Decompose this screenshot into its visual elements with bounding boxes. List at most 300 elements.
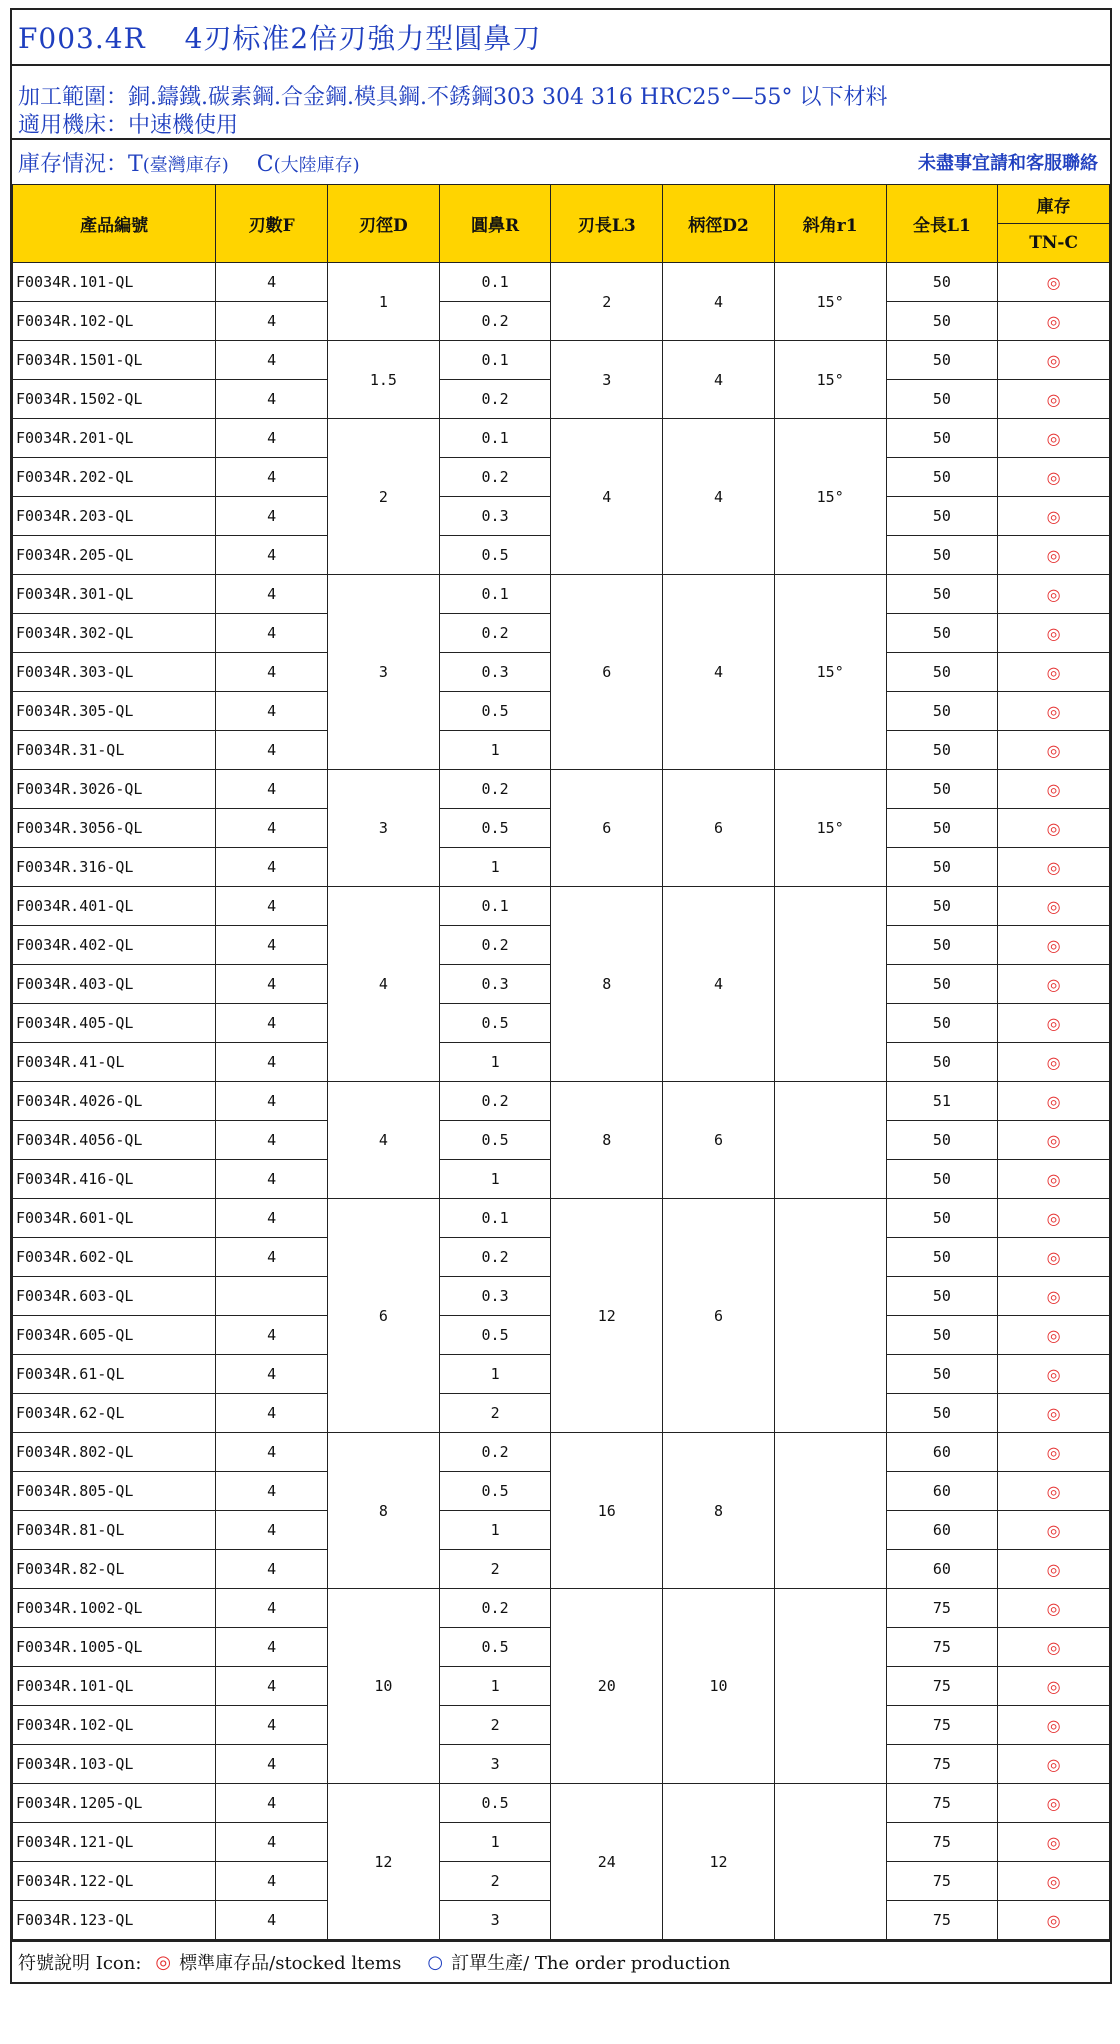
corner-radius: 0.2 [439, 614, 551, 653]
stock-mark-icon: ◎ [998, 809, 1110, 848]
table-row [13, 341, 1110, 380]
flute-count: 4 [216, 848, 328, 887]
overall-length: 60 [886, 1550, 998, 1589]
overall-length: 60 [886, 1511, 998, 1550]
flute-count: 4 [216, 1238, 328, 1277]
stock-mark-icon: ◎ [998, 536, 1110, 575]
stock-t-desc: (臺灣庫存) [142, 154, 229, 176]
flute-count: 4 [216, 575, 328, 614]
product-code: F0034R.1002-QL [13, 1589, 216, 1628]
cutting-length: 20 [551, 1589, 663, 1784]
corner-radius: 2 [439, 1862, 551, 1901]
product-code: F0034R.62-QL [13, 1394, 216, 1433]
overall-length: 50 [886, 1238, 998, 1277]
stock-mark-icon: ◎ [998, 1199, 1110, 1238]
flute-count: 4 [216, 770, 328, 809]
order-mark-icon: ○ [427, 1951, 444, 1973]
stock-mark-icon: ◎ [998, 1628, 1110, 1667]
corner-radius: 0.5 [439, 1784, 551, 1823]
page-title: F003.4R 4刃标准2倍刃強力型圓鼻刀 [18, 22, 542, 55]
stock-mark-icon: ◎ [998, 1277, 1110, 1316]
cutting-diameter: 1.5 [328, 341, 440, 419]
stock-mark-icon: ◎ [998, 1667, 1110, 1706]
flute-count: 4 [216, 1082, 328, 1121]
overall-length: 50 [886, 731, 998, 770]
legend-order-text: 訂單生產/ The order production [451, 1953, 731, 1974]
cutting-diameter: 4 [328, 887, 440, 1082]
product-code: F0034R.403-QL [13, 965, 216, 1004]
stock-mark-icon: ◎ [998, 1589, 1110, 1628]
product-code: F0034R.302-QL [13, 614, 216, 653]
product-code: F0034R.316-QL [13, 848, 216, 887]
corner-radius: 1 [439, 1823, 551, 1862]
applicable-machine: 適用機床：中速機使用 [18, 113, 239, 138]
legend-label: 符號說明 Icon: [18, 1953, 142, 1974]
overall-length: 50 [886, 497, 998, 536]
overall-length: 60 [886, 1472, 998, 1511]
overall-length: 50 [886, 302, 998, 341]
flute-count: 4 [216, 380, 328, 419]
helix-angle [774, 1082, 886, 1199]
shank-diameter: 8 [663, 1433, 775, 1589]
stock-mark-icon: ◎ [998, 458, 1110, 497]
stock-mark-icon: ◎ [998, 1355, 1110, 1394]
overall-length: 75 [886, 1667, 998, 1706]
stock-mark-icon: ◎ [998, 1160, 1110, 1199]
overall-length: 50 [886, 536, 998, 575]
stock-mark-icon: ◎ [998, 1082, 1110, 1121]
overall-length: 50 [886, 263, 998, 302]
overall-length: 50 [886, 575, 998, 614]
stock-mark-icon: ◎ [998, 965, 1110, 1004]
table-row [13, 770, 1110, 809]
product-code: F0034R.401-QL [13, 887, 216, 926]
overall-length: 50 [886, 653, 998, 692]
flute-count: 4 [216, 887, 328, 926]
product-code: F0034R.203-QL [13, 497, 216, 536]
cutting-length: 16 [551, 1433, 663, 1589]
flute-count: 4 [216, 1316, 328, 1355]
corner-radius: 0.5 [439, 692, 551, 731]
flute-count: 4 [216, 1433, 328, 1472]
overall-length: 75 [886, 1862, 998, 1901]
stock-mark-icon: ◎ [998, 497, 1110, 536]
corner-radius: 0.1 [439, 887, 551, 926]
overall-length: 50 [886, 770, 998, 809]
cutting-diameter: 12 [328, 1784, 440, 1940]
cutting-diameter: 2 [328, 419, 440, 575]
helix-angle [774, 887, 886, 1082]
table-row [13, 887, 1110, 926]
stock-c-code: C [256, 151, 274, 177]
corner-radius: 0.5 [439, 1004, 551, 1043]
overall-length: 75 [886, 1784, 998, 1823]
overall-length: 50 [886, 926, 998, 965]
overall-length: 50 [886, 1160, 998, 1199]
overall-length: 50 [886, 887, 998, 926]
corner-radius: 1 [439, 1355, 551, 1394]
stock-mark-icon: ◎ [998, 1862, 1110, 1901]
helix-angle [774, 1433, 886, 1589]
overall-length: 50 [886, 1277, 998, 1316]
flute-count: 4 [216, 1004, 328, 1043]
stock-mark-icon: ◎ [998, 1784, 1110, 1823]
cutting-diameter: 3 [328, 770, 440, 887]
overall-length: 50 [886, 1004, 998, 1043]
flute-count: 4 [216, 731, 328, 770]
header-code: 產品編號 [13, 185, 216, 263]
flute-count: 4 [216, 614, 328, 653]
overall-length: 50 [886, 848, 998, 887]
cutting-diameter: 8 [328, 1433, 440, 1589]
cutting-length: 6 [551, 575, 663, 770]
flute-count: 4 [216, 458, 328, 497]
flute-count: 4 [216, 1784, 328, 1823]
stock-mark-icon: ◎ [998, 848, 1110, 887]
corner-radius: 0.1 [439, 263, 551, 302]
overall-length: 50 [886, 614, 998, 653]
product-code: F0034R.121-QL [13, 1823, 216, 1862]
corner-radius: 3 [439, 1745, 551, 1784]
flute-count: 4 [216, 1862, 328, 1901]
stock-mark-icon: ◎ [998, 887, 1110, 926]
overall-length: 50 [886, 1199, 998, 1238]
shank-diameter: 6 [663, 1199, 775, 1433]
product-code: F0034R.202-QL [13, 458, 216, 497]
flute-count: 4 [216, 1043, 328, 1082]
corner-radius: 0.5 [439, 1121, 551, 1160]
stock-mark-icon: ◎ [998, 1043, 1110, 1082]
corner-radius: 0.1 [439, 575, 551, 614]
product-code: F0034R.4056-QL [13, 1121, 216, 1160]
stock-mark-icon: ◎ [998, 380, 1110, 419]
flute-count: 4 [216, 1628, 328, 1667]
cutting-length: 24 [551, 1784, 663, 1940]
shank-diameter: 6 [663, 1082, 775, 1199]
product-code: F0034R.81-QL [13, 1511, 216, 1550]
cutting-length: 2 [551, 263, 663, 341]
product-code: F0034R.123-QL [13, 1901, 216, 1940]
stock-mark-icon: ◎ [998, 419, 1110, 458]
stock-mark-icon: ◎ [998, 1121, 1110, 1160]
overall-length: 75 [886, 1745, 998, 1784]
shank-diameter: 6 [663, 770, 775, 887]
product-code: F0034R.402-QL [13, 926, 216, 965]
stock-mark-icon: ◎ [998, 1238, 1110, 1277]
product-code: F0034R.102-QL [13, 1706, 216, 1745]
stock-mark-icon: ◎ [998, 1004, 1110, 1043]
flute-count: 4 [216, 1160, 328, 1199]
flute-count: 4 [216, 341, 328, 380]
stock-mark-icon: ◎ [998, 263, 1110, 302]
shank-diameter: 4 [663, 419, 775, 575]
helix-angle: 15° [774, 575, 886, 770]
product-code: F0034R.805-QL [13, 1472, 216, 1511]
product-code: F0034R.1501-QL [13, 341, 216, 380]
flute-count: 4 [216, 1589, 328, 1628]
cutting-diameter: 4 [328, 1082, 440, 1199]
corner-radius: 0.5 [439, 1316, 551, 1355]
stock-mark-icon: ◎ [998, 1511, 1110, 1550]
header-radius: 圓鼻R [439, 185, 551, 263]
product-code: F0034R.61-QL [13, 1355, 216, 1394]
corner-radius: 0.5 [439, 1472, 551, 1511]
helix-angle: 15° [774, 770, 886, 887]
table-row [13, 1589, 1110, 1628]
cutting-diameter: 3 [328, 575, 440, 770]
corner-radius: 0.1 [439, 419, 551, 458]
header-shank: 柄徑D2 [663, 185, 775, 263]
overall-length: 75 [886, 1628, 998, 1667]
product-code: F0034R.31-QL [13, 731, 216, 770]
flute-count: 4 [216, 1472, 328, 1511]
flute-count: 4 [216, 1550, 328, 1589]
overall-length: 75 [886, 1706, 998, 1745]
corner-radius: 0.2 [439, 380, 551, 419]
flute-count: 4 [216, 653, 328, 692]
shank-diameter: 4 [663, 263, 775, 341]
flute-count: 4 [216, 1394, 328, 1433]
overall-length: 60 [886, 1433, 998, 1472]
corner-radius: 0.2 [439, 926, 551, 965]
product-code: F0034R.82-QL [13, 1550, 216, 1589]
corner-radius: 0.2 [439, 458, 551, 497]
stock-mark-icon: ◎ [998, 1550, 1110, 1589]
shank-diameter: 4 [663, 341, 775, 419]
corner-radius: 1 [439, 848, 551, 887]
table-row [13, 1199, 1110, 1238]
corner-radius: 0.2 [439, 1238, 551, 1277]
product-code: F0034R.603-QL [13, 1277, 216, 1316]
flute-count: 4 [216, 302, 328, 341]
corner-radius: 2 [439, 1706, 551, 1745]
stock-c-desc: (大陸庫存) [273, 154, 360, 176]
overall-length: 50 [886, 692, 998, 731]
product-code: F0034R.1005-QL [13, 1628, 216, 1667]
corner-radius: 0.3 [439, 965, 551, 1004]
stock-mark-icon: ◎ [998, 614, 1110, 653]
corner-radius: 0.3 [439, 653, 551, 692]
flute-count: 4 [216, 1823, 328, 1862]
cutting-length: 6 [551, 770, 663, 887]
stock-mark-icon: ◎ [998, 1745, 1110, 1784]
overall-length: 50 [886, 1316, 998, 1355]
overall-length: 50 [886, 1121, 998, 1160]
stock-mark-icon: ◎ [998, 926, 1110, 965]
flute-count: 4 [216, 1121, 328, 1160]
table-row [13, 1433, 1110, 1472]
flute-count: 4 [216, 692, 328, 731]
overall-length: 75 [886, 1901, 998, 1940]
helix-angle: 15° [774, 419, 886, 575]
flute-count: 4 [216, 419, 328, 458]
stock-mark-icon: ◎ [998, 1901, 1110, 1940]
product-code: F0034R.3056-QL [13, 809, 216, 848]
product-code: F0034R.205-QL [13, 536, 216, 575]
title-bar [12, 10, 1110, 66]
corner-radius: 1 [439, 1667, 551, 1706]
product-code: F0034R.3026-QL [13, 770, 216, 809]
corner-radius: 0.5 [439, 536, 551, 575]
stock-label: 庫存情況： [18, 151, 129, 177]
cutting-length: 12 [551, 1199, 663, 1433]
corner-radius: 0.2 [439, 1433, 551, 1472]
corner-radius: 0.5 [439, 809, 551, 848]
table-row [13, 1784, 1110, 1823]
stock-t-code: T [128, 151, 143, 177]
product-code: F0034R.1205-QL [13, 1784, 216, 1823]
flute-count: 4 [216, 1745, 328, 1784]
cutting-length: 3 [551, 341, 663, 419]
flute-count: 4 [216, 1706, 328, 1745]
stock-mark-icon: ◎ [998, 1316, 1110, 1355]
cutting-diameter: 1 [328, 263, 440, 341]
legend [12, 1940, 1110, 1982]
header-angle: 斜角r1 [774, 185, 886, 263]
flute-count: 4 [216, 809, 328, 848]
overall-length: 50 [886, 809, 998, 848]
table-header-row [13, 185, 1110, 224]
flute-count: 4 [216, 497, 328, 536]
helix-angle [774, 1199, 886, 1433]
overall-length: 75 [886, 1589, 998, 1628]
helix-angle: 15° [774, 263, 886, 341]
stock-mark-icon: ◎ [998, 692, 1110, 731]
shank-diameter: 4 [663, 575, 775, 770]
product-code: F0034R.405-QL [13, 1004, 216, 1043]
overall-length: 50 [886, 341, 998, 380]
product-code: F0034R.802-QL [13, 1433, 216, 1472]
corner-radius: 2 [439, 1394, 551, 1433]
corner-radius: 2 [439, 1550, 551, 1589]
product-code: F0034R.103-QL [13, 1745, 216, 1784]
table-row [13, 575, 1110, 614]
stock-mark-icon: ◎ [998, 341, 1110, 380]
product-code: F0034R.201-QL [13, 419, 216, 458]
stocked-mark-icon: ◎ [155, 1951, 172, 1973]
product-code: F0034R.122-QL [13, 1862, 216, 1901]
flute-count: 4 [216, 1901, 328, 1940]
machining-range: 加工範圍：銅.鑄鐵.碳素鋼.合金鋼.模具鋼.不銹鋼303 304 316 HRC25°—55° 以下材料 [18, 85, 888, 110]
product-code: F0034R.416-QL [13, 1160, 216, 1199]
overall-length: 50 [886, 458, 998, 497]
cutting-length: 8 [551, 1082, 663, 1199]
flute-count: 4 [216, 263, 328, 302]
stock-mark-icon: ◎ [998, 1823, 1110, 1862]
stock-mark-icon: ◎ [998, 575, 1110, 614]
cutting-length: 4 [551, 419, 663, 575]
table-body [13, 263, 1110, 1940]
header-stock-sub: TN-C [998, 224, 1110, 263]
overall-length: 50 [886, 965, 998, 1004]
product-code: F0034R.305-QL [13, 692, 216, 731]
corner-radius: 1 [439, 731, 551, 770]
corner-radius: 0.3 [439, 1277, 551, 1316]
stock-mark-icon: ◎ [998, 1472, 1110, 1511]
corner-radius: 0.2 [439, 302, 551, 341]
overall-length: 50 [886, 1355, 998, 1394]
corner-radius: 1 [439, 1043, 551, 1082]
legend-stocked-text: 標準庫存品/stocked ltems [179, 1953, 402, 1974]
corner-radius: 0.1 [439, 1199, 551, 1238]
product-code: F0034R.101-QL [13, 263, 216, 302]
header-diameter: 刃徑D [328, 185, 440, 263]
flute-count: 4 [216, 1199, 328, 1238]
corner-radius: 0.3 [439, 497, 551, 536]
flute-count: 4 [216, 536, 328, 575]
stock-mark-icon: ◎ [998, 302, 1110, 341]
shank-diameter: 10 [663, 1589, 775, 1784]
helix-angle: 15° [774, 341, 886, 419]
stock-mark-icon: ◎ [998, 653, 1110, 692]
corner-radius: 0.5 [439, 1628, 551, 1667]
cutting-length: 8 [551, 887, 663, 1082]
overall-length: 75 [886, 1823, 998, 1862]
cutting-diameter: 10 [328, 1589, 440, 1784]
spec-sheet [10, 8, 1112, 1984]
product-code: F0034R.602-QL [13, 1238, 216, 1277]
overall-length: 50 [886, 1043, 998, 1082]
stock-mark-icon: ◎ [998, 731, 1110, 770]
stock-status [18, 147, 360, 178]
stock-mark-icon: ◎ [998, 1433, 1110, 1472]
product-code: F0034R.101-QL [13, 1667, 216, 1706]
table-row [13, 1082, 1110, 1121]
stock-mark-icon: ◎ [998, 1706, 1110, 1745]
flute-count: 4 [216, 965, 328, 1004]
stock-mark-icon: ◎ [998, 770, 1110, 809]
overall-length: 51 [886, 1082, 998, 1121]
product-code: F0034R.601-QL [13, 1199, 216, 1238]
product-code: F0034R.605-QL [13, 1316, 216, 1355]
header-length: 刃長L3 [551, 185, 663, 263]
table-row [13, 263, 1110, 302]
flute-count: 4 [216, 1355, 328, 1394]
shank-diameter: 12 [663, 1784, 775, 1940]
flute-count [216, 1277, 328, 1316]
header-flutes: 刃數F [216, 185, 328, 263]
stock-mark-icon: ◎ [998, 1394, 1110, 1433]
corner-radius: 0.2 [439, 1082, 551, 1121]
info-section [12, 66, 1110, 140]
corner-radius: 3 [439, 1901, 551, 1940]
product-table [12, 184, 1110, 1940]
product-code: F0034R.303-QL [13, 653, 216, 692]
product-code: F0034R.1502-QL [13, 380, 216, 419]
cutting-diameter: 6 [328, 1199, 440, 1433]
product-code: F0034R.102-QL [13, 302, 216, 341]
shank-diameter: 4 [663, 887, 775, 1082]
corner-radius: 1 [439, 1511, 551, 1550]
contact-note: 未盡事宜請和客服聯絡 [918, 153, 1098, 174]
flute-count: 4 [216, 1511, 328, 1550]
flute-count: 4 [216, 1667, 328, 1706]
header-overall: 全長L1 [886, 185, 998, 263]
product-code: F0034R.4026-QL [13, 1082, 216, 1121]
product-code: F0034R.301-QL [13, 575, 216, 614]
helix-angle [774, 1589, 886, 1784]
corner-radius: 0.2 [439, 770, 551, 809]
overall-length: 50 [886, 419, 998, 458]
product-code: F0034R.41-QL [13, 1043, 216, 1082]
corner-radius: 0.1 [439, 341, 551, 380]
helix-angle [774, 1784, 886, 1940]
corner-radius: 0.2 [439, 1589, 551, 1628]
flute-count: 4 [216, 926, 328, 965]
stock-info-bar [12, 140, 1110, 184]
table-row [13, 419, 1110, 458]
overall-length: 50 [886, 380, 998, 419]
